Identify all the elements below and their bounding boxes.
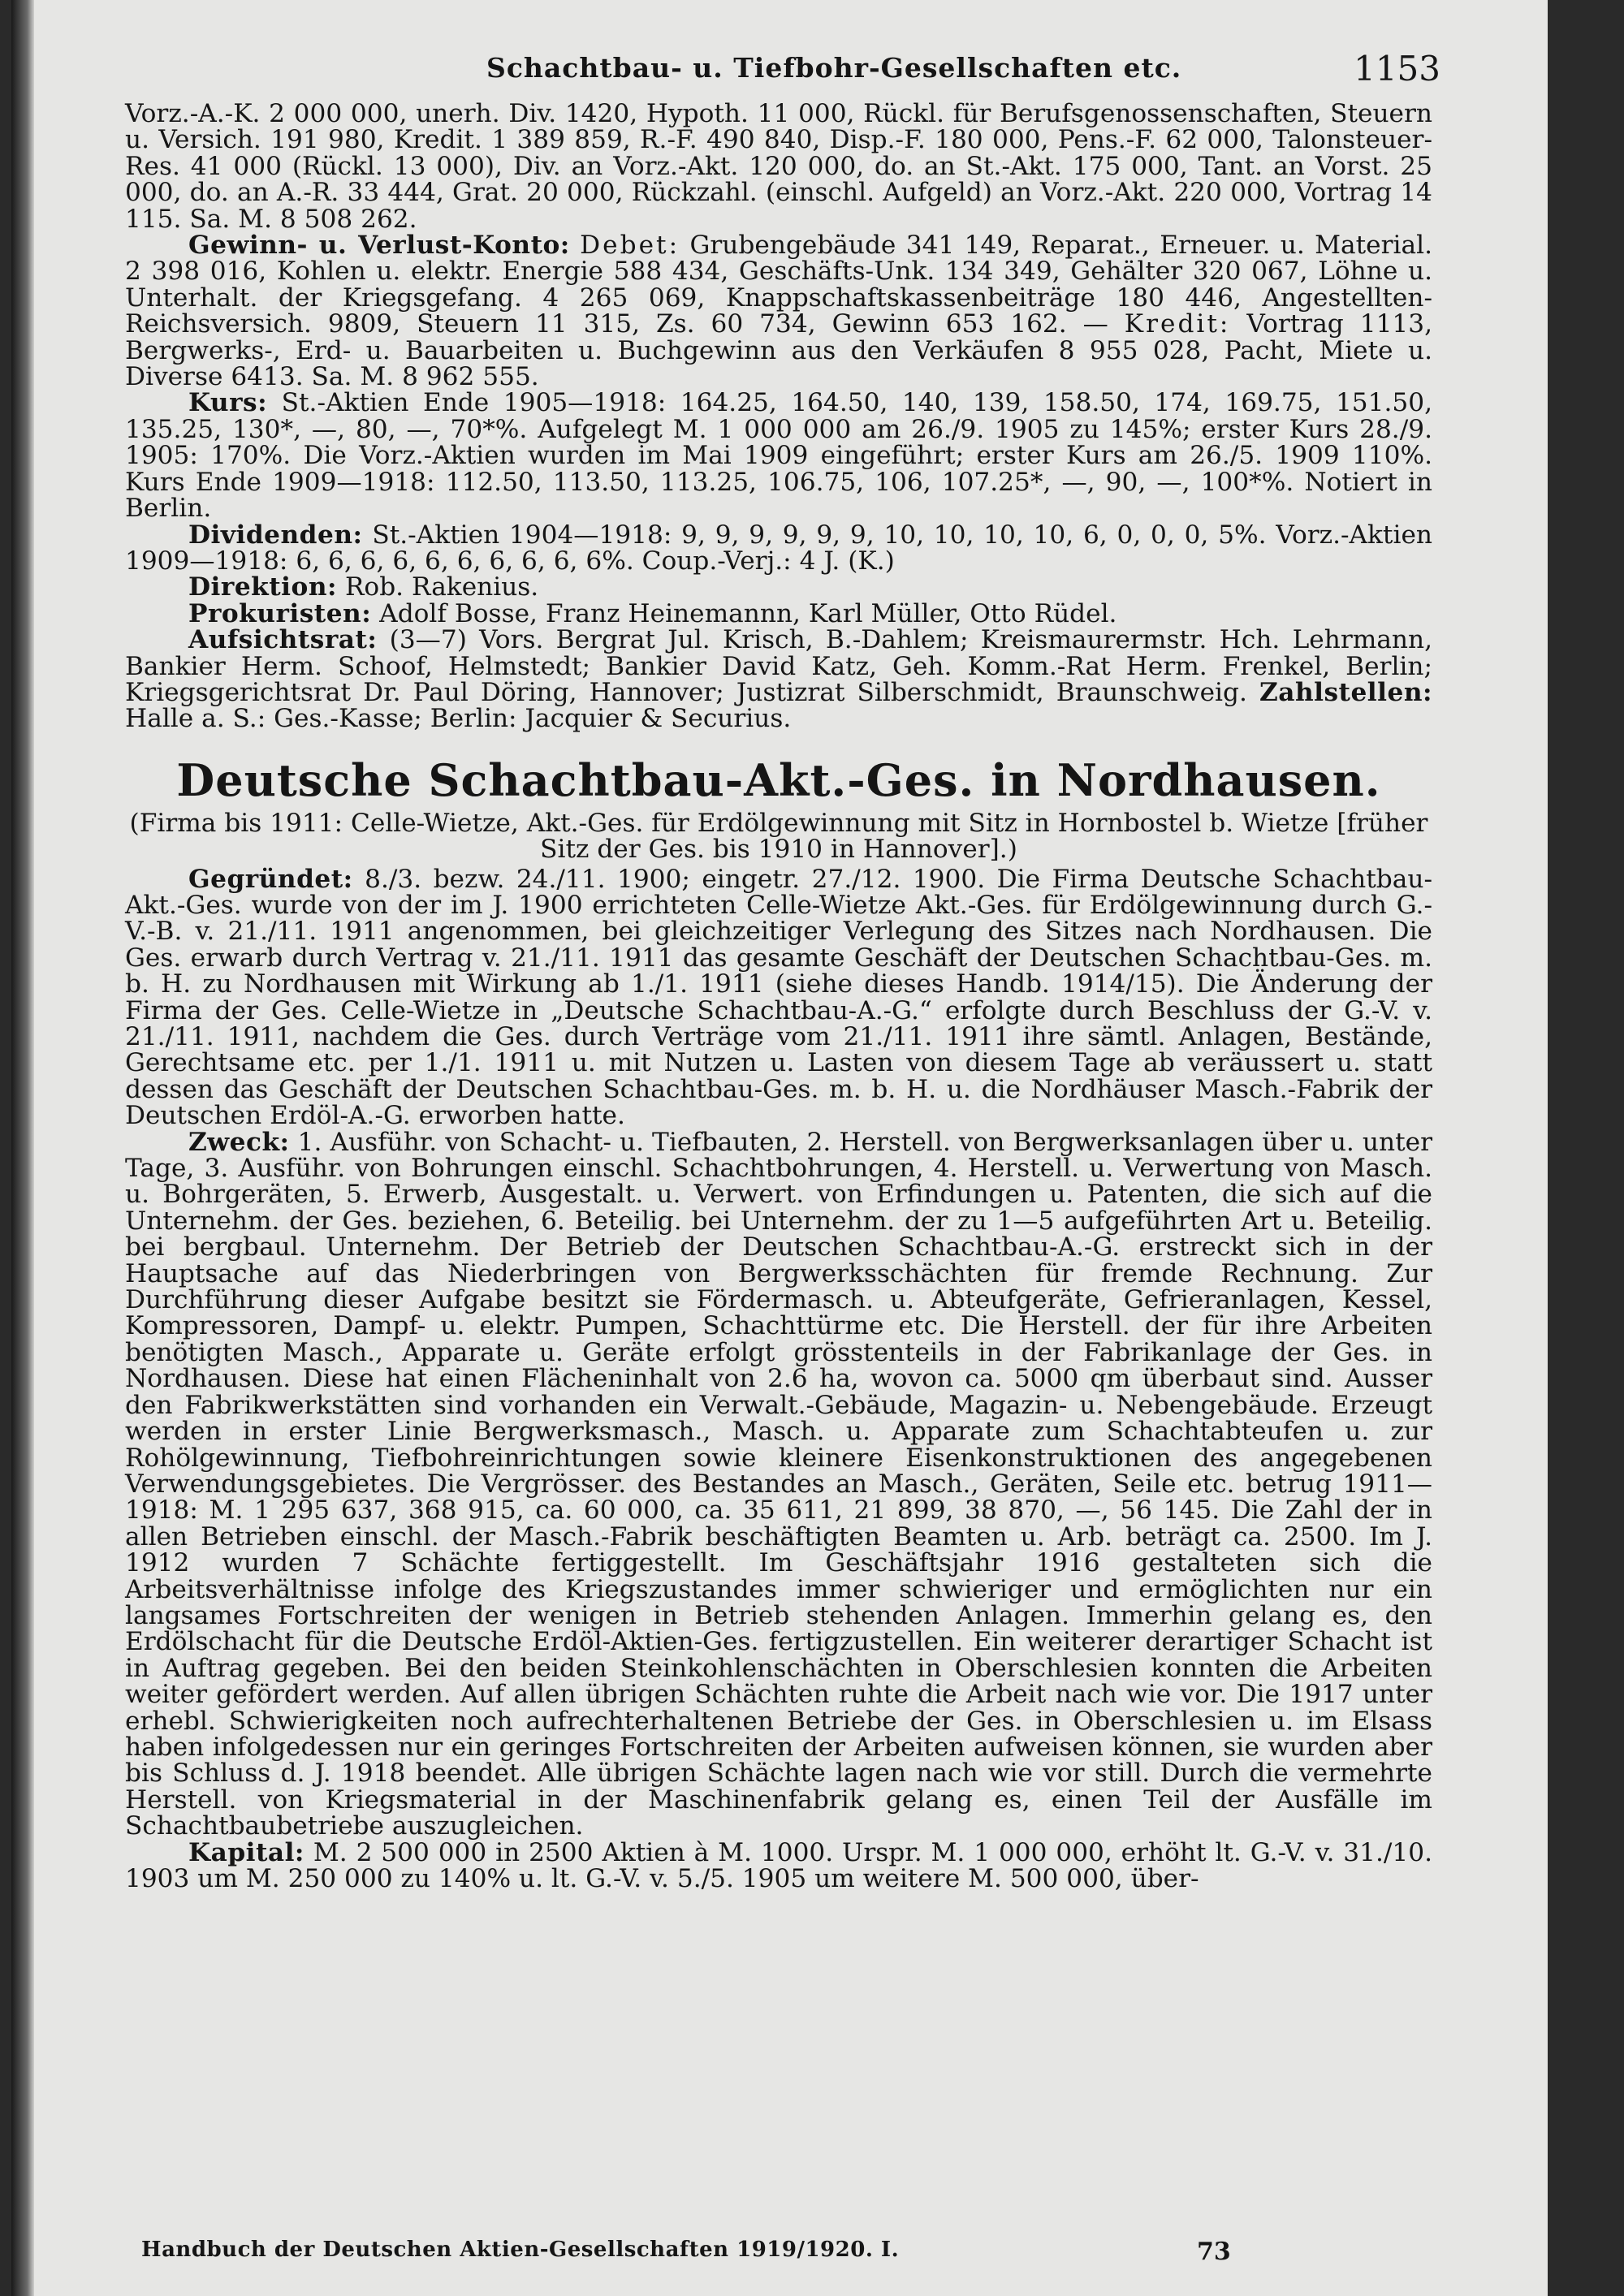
prokuristen-label: Prokuristen: xyxy=(188,598,372,628)
gegruendet-paragraph xyxy=(125,866,1432,1129)
scanned-page xyxy=(11,0,1548,2296)
page-number: 1153 xyxy=(1354,49,1440,88)
former-name-note: (Firma bis 1911: Celle-Wietze, Akt.-Ges. für Erdölgewinnung mit Sitz in Hornbostel b. Wietze [früher Sitz der Ges. bis 1910 in Hannover].) xyxy=(129,808,1428,865)
kredit-label: Kredit: xyxy=(1124,309,1231,339)
gegruendet-label: Gegründet: xyxy=(188,864,353,894)
bilanz-continuation: Vorz.-A.-K. 2 000 000, unerh. Div. 1420, Hypoth. 11 000, Rückl. für Berufsgenossenschaften, Steuern u. Versich. 191 980, Kredit. 1 389 859, R.-F. 490 840, Disp.-F. 180 000, Pens.-F. 62 000, Talonsteuer-Res. 41 000 (Rückl. 13 000), Div. an Vorz.-Akt. 120 000, do. an St.-Akt. 175 000, Tant. an Vorst. 25 000, do. an A.-R. 33 444, Grat. 20 000, Rückzahl. (einschl. Aufgeld) an Vorz.-Akt. 220 000, Vortrag 14 115. Sa. M. 8 508 262. xyxy=(125,99,1432,234)
footer-signature: 73 xyxy=(1197,2238,1231,2266)
debet-label: Debet: xyxy=(580,231,680,261)
running-head-title: Schachtbau- u. Tiefbohr-Gesellschaften etc. xyxy=(486,52,1182,84)
page-footer xyxy=(125,2238,1432,2270)
guv-debet-text: Grubengebäude 341 149, Reparat., Erneuer. u. Material. 2 398 016, Kohlen u. elektr. Energie 588 434, Geschäfts-Unk. 134 349, Gehälter 320 067, Löhne u. Unterhalt. der Kriegsgefang. 4 265 069, Knappschaftskassenbeiträge 180 446, Angestellten-Reichsversich. 9809, Steuern 11 315, Zs. 60 734, Gewinn 653 162. — xyxy=(125,231,1432,339)
direktion-text: Rob. Rakenius. xyxy=(344,572,539,602)
zweck-text: 1. Ausführ. von Schacht- u. Tiefbauten, 2. Herstell. von Bergwerksanlagen über u. unter Tage, 3. Ausführ. von Bohrungen einschl. Schachtbohrungen, 4. Herstell. u. Verwertung von Masch. u. Bohrgeräten, 5. Erwerb, Ausgestalt. u. Verwert. von Erfindungen u. Patenten, die sich auf die Unternehm. der Ges. beziehen, 6. Beteilig. bei Unternehm. der zu 1—5 aufgeführten Art u. Beteilig. bei bergbaul. Unternehm. Der Betrieb der Deutschen Schachtbau-A.-G. erstreckt sich in der Hauptsache auf das Niederbringen von Bergwerksschächten für fremde Rechnung. Zur Durchführung dieser Aufgabe besitzt sie Fördermasch. u. Abteufgeräte, Gefrieranlagen, Kessel, Kompressoren, Dampf- u. elektr. Pumpen, Schachttürme etc. Die Herstell. der für ihre Arbeiten benötigten Masch., Apparate u. Geräte erfolgt grösstenteils in der Fabrikanlage der Ges. in Nordhausen. Diese hat einen Flächeninhalt von 2.6 ha, wovon ca. 5000 qm überbaut sind. Ausser den Fabrikwerkstätten sind vorhanden ein Verwalt.-Gebäude, Magazin- u. Nebengebäude. Erzeugt werden in erster Linie Bergwerksmasch., Masch. u. Apparate zum Schachtabteufen u. zur Rohölgewinnung, Tiefbohreinrichtungen sowie kleinere Eisenkonstruktionen des angegebenen Verwendungsgebietes. Die Vergrösser. des Bestandes an Masch., Geräten, Seile etc. betrug 1911—1918: M. 1 295 637, 368 915, ca. 60 000, ca. 35 611, 21 899, 38 870, —, 56 145. Die Zahl der in allen Betrieben einschl. der Masch.-Fabrik beschäftigten Beamten u. Arb. beträgt ca. 2500. Im J. 1912 wurden 7 Schächte fertiggestellt. Im Geschäftsjahr 1916 gestalteten sich die Arbeitsverhältnisse infolge des Kriegszustandes immer schwieriger und ermöglichten nur ein langsames Fortschreiten der wenigen in Betrieb stehenden Anlagen. Immerhin gelang es, den Erdölschacht für die Deutsche Erdöl-Aktien-Ges. fertigzustellen. Ein weiterer derartiger Schacht ist in Auftrag gegeben. Bei den beiden Steinkohlenschächten in Oberschlesien konnten die Arbeiten weiter gefördert werden. Auf allen übrigen Schächten ruhte die Arbeit nach wie vor. Die 1917 unter erhebl. Schwierigkeiten noch aufrechterhaltenen Betriebe der Ges. in Oberschlesien u. im Elsass haben infolgedessen nur ein geringes Fortschreiten der Arbeiten aufweisen können, sie wurden aber bis Schluss d. J. 1918 beendet. Alle übrigen Schächte lagen nach wie vor still. Durch die vermehrte Herstell. von Kriegsmaterial in der Maschinenfabrik gelang es, einen Teil der Ausfälle im Schachtbaubetriebe auszugleichen. xyxy=(125,1127,1432,1841)
direktion-paragraph xyxy=(125,574,1432,600)
dividenden-text: St.-Aktien 1904—1918: 9, 9, 9, 9, 9, 9, 10, 10, 10, 10, 6, 0, 0, 0, 5%. Vorz.-Aktien 1909—1918: 6, 6, 6, 6, 6, 6, 6, 6, 6, 6%. Coup.-Verj.: 4 J. (K.) xyxy=(125,520,1432,576)
aufsichtsrat-text: (3—7) Vors. Bergrat Jul. Krisch, B.-Dahlem; Kreismaurermstr. Hch. Lehrmann, Bankier Herm. Schoof, Helmstedt; Bankier David Katz, Geh. Komm.-Rat Herm. Frenkel, Berlin; Kriegsgerichtsrat Dr. Paul Döring, Hannover; Justizrat Silberschmidt, Braunschweig. xyxy=(125,625,1433,707)
company-name: Deutsche Schachtbau-Akt.-Ges. in Nordhausen. xyxy=(176,753,1381,806)
direktion-label: Direktion: xyxy=(188,572,338,602)
aufsichtsrat-label: Aufsichtsrat: xyxy=(188,625,378,655)
guv-paragraph xyxy=(125,232,1432,390)
gegruendet-text: 8./3. bezw. 24./11. 1900; eingetr. 27./12. 1900. Die Firma Deutsche Schachtbau-Akt.-Ges. wurde von der im J. 1900 errichteten Celle-Wietze Akt.-Ges. für Erdölgewinnung durch G.-V.-B. v. 21./11. 1911 angenommen, bei gleichzeitiger Verlegung des Sitzes nach Nordhausen. Die Ges. erwarb durch Vertrag v. 21./11. 1911 das gesamte Geschäft der Deutschen Schachtbau-Ges. m. b. H. zu Nordhausen mit Wirkung ab 1./1. 1911 (siehe dieses Handb. 1914/15). Die Änderung der Firma der Ges. Celle-Wietze in „Deutsche Schachtbau-A.-G.“ erfolgte durch Beschluss der G.-V. v. 21./11. 1911, nachdem die Ges. durch Verträge vom 21./11. 1911 ihre sämtl. Anlagen, Bestände, Gerechtsame etc. per 1./1. 1911 u. mit Nutzen u. Lasten von diesem Tage ab veräussert u. statt dessen das Geschäft der Deutschen Schachtbau-Ges. m. b. H. u. die Nordhäuser Masch.-Fabrik der Deutschen Erdöl-A.-G. erworben hatte. xyxy=(125,864,1432,1131)
prokuristen-text: Adolf Bosse, Franz Heinemannn, Karl Müller, Otto Rüdel. xyxy=(379,598,1117,628)
kapital-text: M. 2 500 000 in 2500 Aktien à M. 1000. Urspr. M. 1 000 000, erhöht lt. G.-V. v. 31./10. 1903 um M. 250 000 zu 140% u. lt. G.-V. v. 5./5. 1905 um weitere M. 500 000, über- xyxy=(125,1837,1432,1893)
zahlstellen-label: Zahlstellen: xyxy=(1259,677,1433,707)
running-head xyxy=(125,49,1440,101)
prokuristen-paragraph xyxy=(125,598,1432,628)
dividenden-paragraph xyxy=(125,522,1432,575)
kapital-label: Kapital: xyxy=(188,1837,304,1867)
previous-entry xyxy=(125,101,1432,732)
dividenden-label: Dividenden: xyxy=(188,520,363,550)
zweck-label: Zweck: xyxy=(188,1127,290,1157)
kurs-text: St.-Aktien Ende 1905—1918: 164.25, 164.50, 140, 139, 158.50, 174, 169.75, 151.50, 135.25, 130*, —, 80, —, 70*%. Aufgelegt M. 1 000 000 am 26./9. 1905 zu 145%; erster Kurs 28./9. 1905: 170%. Die Vorz.-Aktien wurden im Mai 1909 eingeführt; erster Kurs am 26./5. 1909 110%. Kurs Ende 1909—1918: 112.50, 113.50, 113.25, 106.75, 106, 107.25*, —, 90, —, 100*%. Notiert in Berlin. xyxy=(125,388,1432,524)
zweck-paragraph xyxy=(125,1129,1432,1840)
company-entry xyxy=(125,752,1432,1892)
aufsichtsrat-paragraph xyxy=(125,627,1432,732)
zahlstellen-text: Halle a. S.: Ges.-Kasse; Berlin: Jacquier & Securius. xyxy=(125,704,792,734)
kapital-paragraph xyxy=(125,1837,1432,1893)
page-binding-edge xyxy=(11,0,34,2296)
guv-kredit-text: Vortrag 1113, Bergwerks-, Erd- u. Bauarbeiten u. Buchgewinn aus den Verkäufen 8 955 028, Pacht, Miete u. Diverse 6413. Sa. M. 8 962 555. xyxy=(125,309,1433,392)
kurs-paragraph xyxy=(125,388,1432,524)
guv-label: Gewinn- u. Verlust-Konto: xyxy=(188,231,570,261)
kurs-label: Kurs: xyxy=(188,388,268,418)
page-content xyxy=(125,49,1440,1893)
footer-book-title: Handbuch der Deutschen Aktien-Gesellschaften 1919/1920. I. xyxy=(141,2238,900,2262)
